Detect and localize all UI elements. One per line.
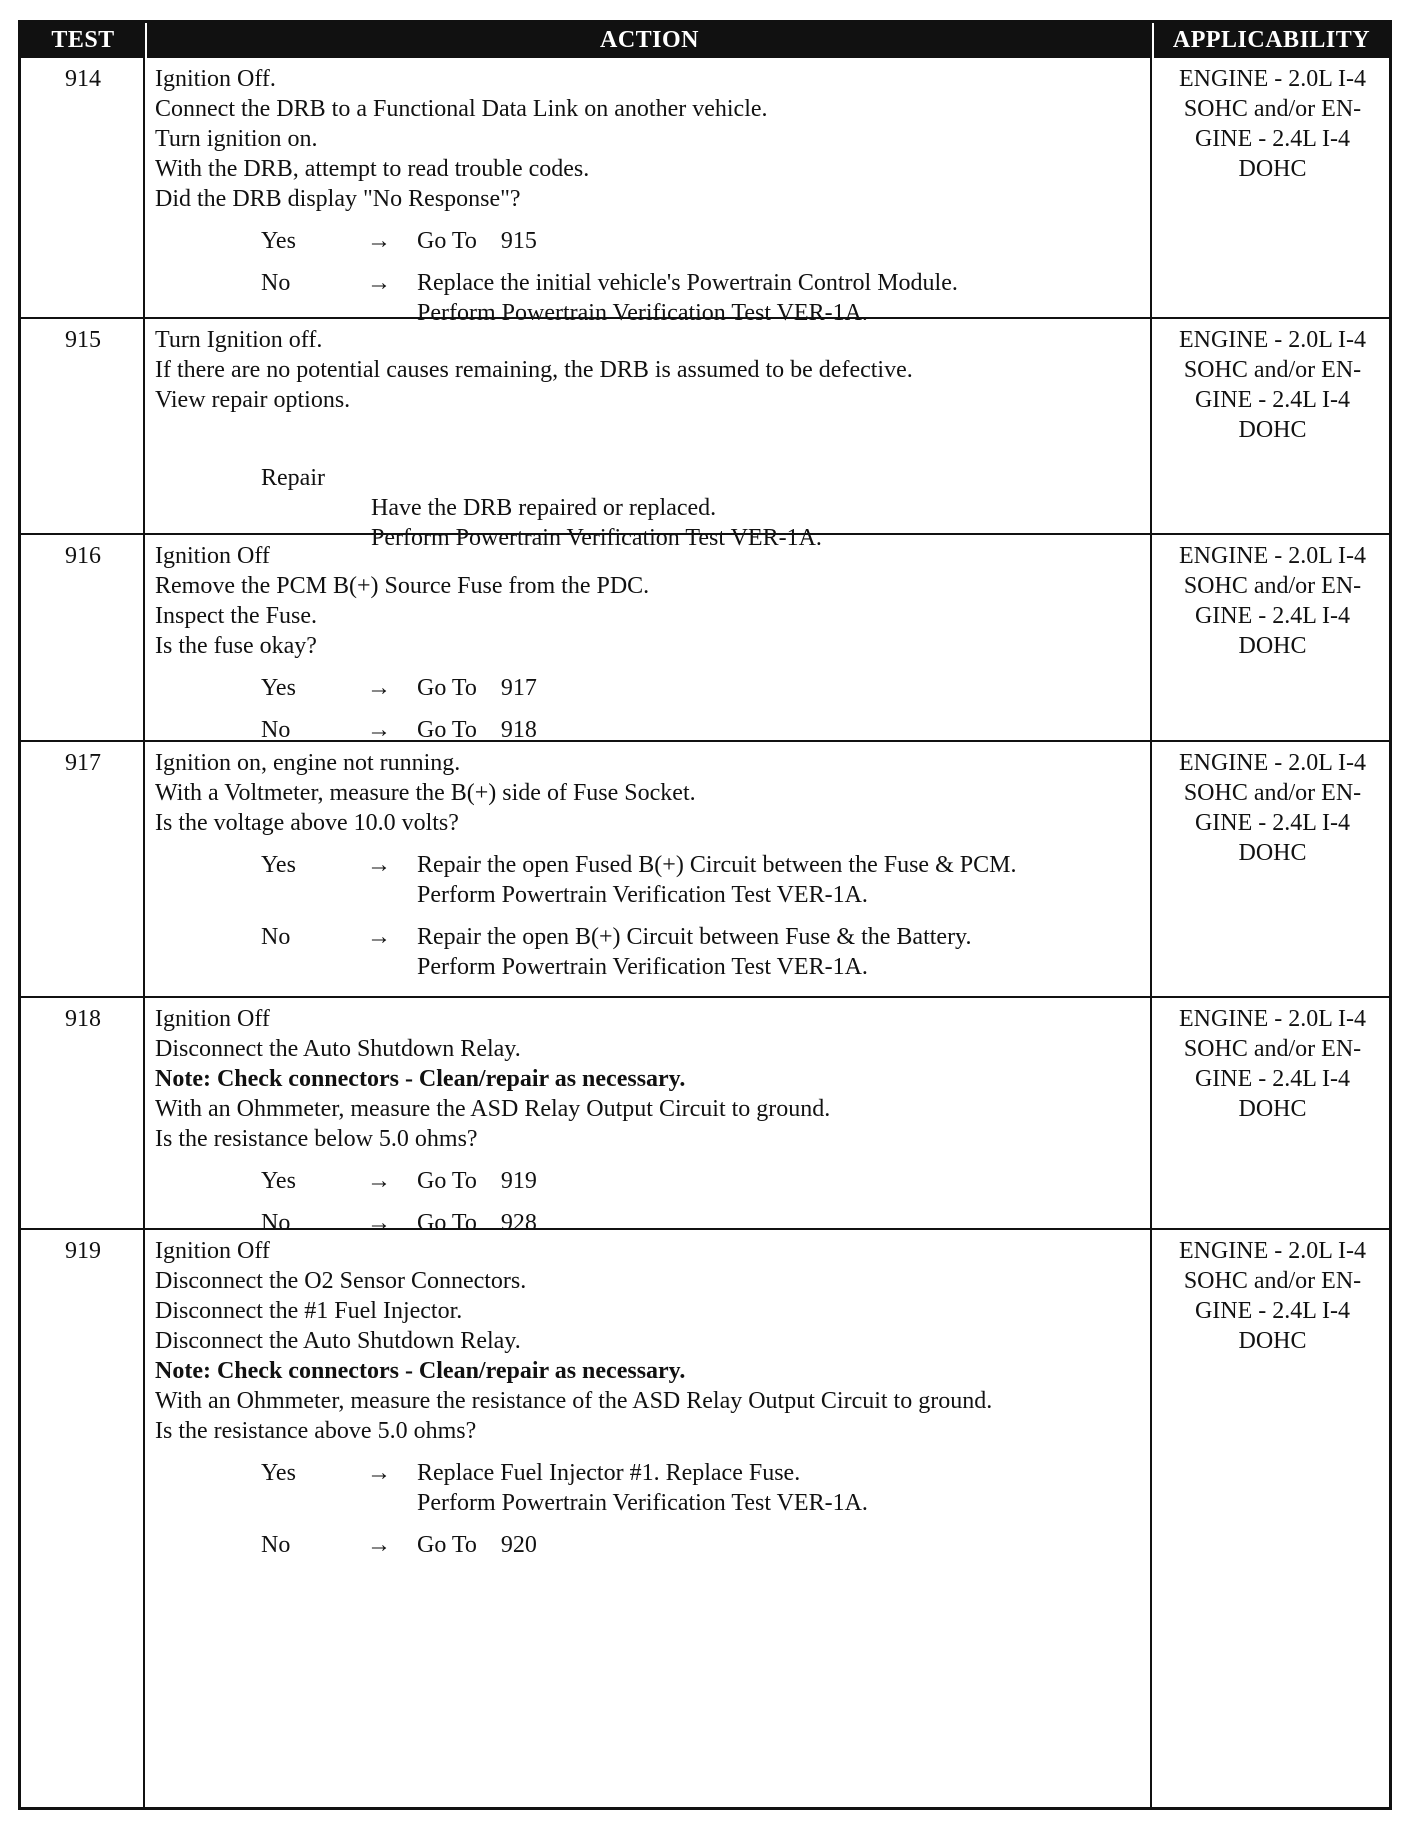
action-cell	[155, 1236, 1145, 1560]
yes-outcome	[417, 1458, 1145, 1518]
test-number: 916	[65, 543, 101, 569]
applicability-line: SOHC and/or EN-	[1183, 780, 1362, 806]
arrow-icon: →	[367, 1168, 391, 1194]
applicability-line: ENGINE - 2.0L I-4	[1178, 543, 1367, 569]
no-label: No	[261, 1532, 291, 1558]
yes-outcome	[417, 226, 1145, 256]
goto-label: Go To	[417, 675, 477, 701]
outcome-line: Repair the open B(+) Circuit between Fuse & the Battery.	[417, 924, 972, 950]
action-step: Ignition Off	[155, 1238, 270, 1264]
header-test: TEST	[21, 23, 145, 58]
table-row	[21, 533, 1389, 743]
action-step: Disconnect the O2 Sensor Connectors.	[155, 1268, 527, 1294]
applicability-cell	[1154, 64, 1391, 184]
table-row	[21, 740, 1389, 996]
no-label: No	[261, 270, 291, 296]
arrow-icon: →	[367, 1210, 391, 1236]
action-step: View repair options.	[155, 387, 351, 413]
action-step: Turn ignition on.	[155, 126, 318, 152]
applicability-line: SOHC and/or EN-	[1183, 357, 1362, 383]
applicability-line: SOHC and/or EN-	[1183, 1268, 1362, 1294]
applicability-line: ENGINE - 2.0L I-4	[1178, 66, 1367, 92]
test-number: 918	[65, 1006, 101, 1032]
goto-instruction	[417, 1166, 537, 1196]
goto-instruction	[417, 673, 537, 703]
no-outcome	[417, 922, 1145, 982]
header-action: ACTION	[145, 23, 1152, 58]
goto-instruction	[417, 226, 537, 256]
action-step: Ignition Off	[155, 1006, 270, 1032]
yes-label: Yes	[261, 1460, 296, 1486]
goto-test-number: 915	[500, 228, 537, 254]
goto-label: Go To	[417, 1168, 477, 1194]
goto-test-number: 918	[500, 717, 537, 743]
action-step: Ignition Off	[155, 543, 270, 569]
applicability-line: DOHC	[1238, 417, 1307, 443]
yes-outcome	[417, 850, 1145, 910]
action-step: Ignition Off.	[155, 66, 276, 92]
action-step: Remove the PCM B(+) Source Fuse from the PDC.	[155, 573, 650, 599]
action-step: With a Voltmeter, measure the B(+) side of Fuse Socket.	[155, 780, 696, 806]
action-step: With an Ohmmeter, measure the ASD Relay Output Circuit to ground.	[155, 1096, 831, 1122]
header-applicability: APPLICABILITY	[1152, 23, 1389, 58]
action-cell	[155, 748, 1145, 982]
applicability-line: GINE - 2.4L I-4	[1194, 603, 1351, 629]
outcome-line: Perform Powertrain Verification Test VER-1A.	[417, 954, 868, 980]
repair-label: Repair	[261, 465, 325, 491]
applicability-line: GINE - 2.4L I-4	[1194, 1066, 1351, 1092]
table-row	[21, 317, 1389, 551]
repair-line: Perform Powertrain Verification Test VER-1A.	[371, 525, 822, 551]
outcome-line: Perform Powertrain Verification Test VER-1A.	[417, 1490, 868, 1516]
applicability-line: GINE - 2.4L I-4	[1194, 126, 1351, 152]
applicability-line: ENGINE - 2.0L I-4	[1178, 327, 1367, 353]
goto-test-number: 917	[500, 675, 537, 701]
test-number: 917	[65, 750, 101, 776]
applicability-line: GINE - 2.4L I-4	[1194, 810, 1351, 836]
outcome-line: Perform Powertrain Verification Test VER-1A.	[417, 882, 868, 908]
test-number: 915	[65, 327, 101, 353]
applicability-cell	[1154, 541, 1391, 661]
action-step: Is the resistance above 5.0 ohms?	[155, 1418, 477, 1444]
yes-label: Yes	[261, 1168, 296, 1194]
applicability-line: DOHC	[1238, 156, 1307, 182]
no-result	[155, 922, 1145, 982]
arrow-icon: →	[367, 924, 391, 950]
arrow-icon: →	[367, 1460, 391, 1486]
action-cell	[155, 325, 1145, 553]
applicability-line: SOHC and/or EN-	[1183, 96, 1362, 122]
action-step: Turn Ignition off.	[155, 327, 323, 353]
action-step: Is the resistance below 5.0 ohms?	[155, 1126, 478, 1152]
applicability-cell	[1154, 1004, 1391, 1124]
yes-outcome	[417, 1166, 1145, 1196]
applicability-line: GINE - 2.4L I-4	[1194, 387, 1351, 413]
yes-label: Yes	[261, 675, 296, 701]
yes-result	[155, 673, 1145, 703]
no-outcome	[417, 1530, 1145, 1560]
goto-test-number: 920	[500, 1532, 537, 1558]
applicability-line: DOHC	[1238, 1096, 1307, 1122]
applicability-line: ENGINE - 2.0L I-4	[1178, 1006, 1367, 1032]
arrow-icon: →	[367, 675, 391, 701]
repair-line: Have the DRB repaired or replaced.	[371, 495, 717, 521]
action-cell	[155, 64, 1145, 328]
arrow-icon: →	[367, 228, 391, 254]
applicability-cell	[1154, 748, 1391, 868]
action-step: Did the DRB display "No Response"?	[155, 186, 521, 212]
action-step: If there are no potential causes remaining, the DRB is assumed to be defective.	[155, 357, 913, 383]
outcome-line: Perform Powertrain Verification Test VER-1A.	[417, 300, 868, 326]
goto-test-number: 928	[500, 1210, 537, 1236]
yes-label: Yes	[261, 228, 296, 254]
action-step: With an Ohmmeter, measure the resistance of the ASD Relay Output Circuit to ground.	[155, 1388, 993, 1414]
test-number: 914	[65, 66, 101, 92]
outcome-line: Repair the open Fused B(+) Circuit between the Fuse & PCM.	[417, 852, 1017, 878]
action-step: Connect the DRB to a Functional Data Link on another vehicle.	[155, 96, 768, 122]
action-step: Disconnect the Auto Shutdown Relay.	[155, 1328, 521, 1354]
table-row	[21, 996, 1389, 1236]
action-step: Disconnect the Auto Shutdown Relay.	[155, 1036, 521, 1062]
arrow-icon: →	[367, 717, 391, 743]
action-note: Note: Check connectors - Clean/repair as necessary.	[155, 1066, 686, 1092]
outcome-line: Replace Fuel Injector #1. Replace Fuse.	[417, 1460, 801, 1486]
action-cell	[155, 541, 1145, 745]
no-label: No	[261, 924, 291, 950]
table-row	[21, 58, 1389, 326]
action-note: Note: Check connectors - Clean/repair as necessary.	[155, 1358, 686, 1384]
goto-instruction	[417, 1530, 537, 1560]
goto-label: Go To	[417, 717, 477, 743]
applicability-line: ENGINE - 2.0L I-4	[1178, 750, 1367, 776]
yes-label: Yes	[261, 852, 296, 878]
outcome-line: Replace the initial vehicle's Powertrain Control Module.	[417, 270, 958, 296]
action-step: Inspect the Fuse.	[155, 603, 317, 629]
action-cell	[155, 1004, 1145, 1238]
action-step: Ignition on, engine not running.	[155, 750, 461, 776]
yes-result	[155, 1458, 1145, 1518]
goto-label: Go To	[417, 1210, 477, 1236]
applicability-line: SOHC and/or EN-	[1183, 1036, 1362, 1062]
action-step: Is the voltage above 10.0 volts?	[155, 810, 459, 836]
goto-label: Go To	[417, 1532, 477, 1558]
test-number: 919	[65, 1238, 101, 1264]
arrow-icon: →	[367, 270, 391, 296]
no-result	[155, 1530, 1145, 1560]
arrow-icon: →	[367, 1532, 391, 1558]
applicability-cell	[1154, 325, 1391, 445]
applicability-line: ENGINE - 2.0L I-4	[1178, 1238, 1367, 1264]
applicability-line: DOHC	[1238, 633, 1307, 659]
action-step: Disconnect the #1 Fuel Injector.	[155, 1298, 463, 1324]
diagnostic-table	[18, 20, 1392, 1810]
yes-result	[155, 850, 1145, 910]
yes-result	[155, 1166, 1145, 1196]
goto-label: Go To	[417, 228, 477, 254]
applicability-line: DOHC	[1238, 1328, 1307, 1354]
no-label: No	[261, 717, 291, 743]
yes-outcome	[417, 673, 1145, 703]
arrow-icon: →	[367, 852, 391, 878]
applicability-line: SOHC and/or EN-	[1183, 573, 1362, 599]
action-step: With the DRB, attempt to read trouble codes.	[155, 156, 590, 182]
table-row	[21, 1228, 1389, 1809]
applicability-line: GINE - 2.4L I-4	[1194, 1298, 1351, 1324]
applicability-line: DOHC	[1238, 840, 1307, 866]
goto-test-number: 919	[500, 1168, 537, 1194]
yes-result	[155, 226, 1145, 256]
applicability-cell	[1154, 1236, 1391, 1356]
action-step: Is the fuse okay?	[155, 633, 317, 659]
no-label: No	[261, 1210, 291, 1236]
